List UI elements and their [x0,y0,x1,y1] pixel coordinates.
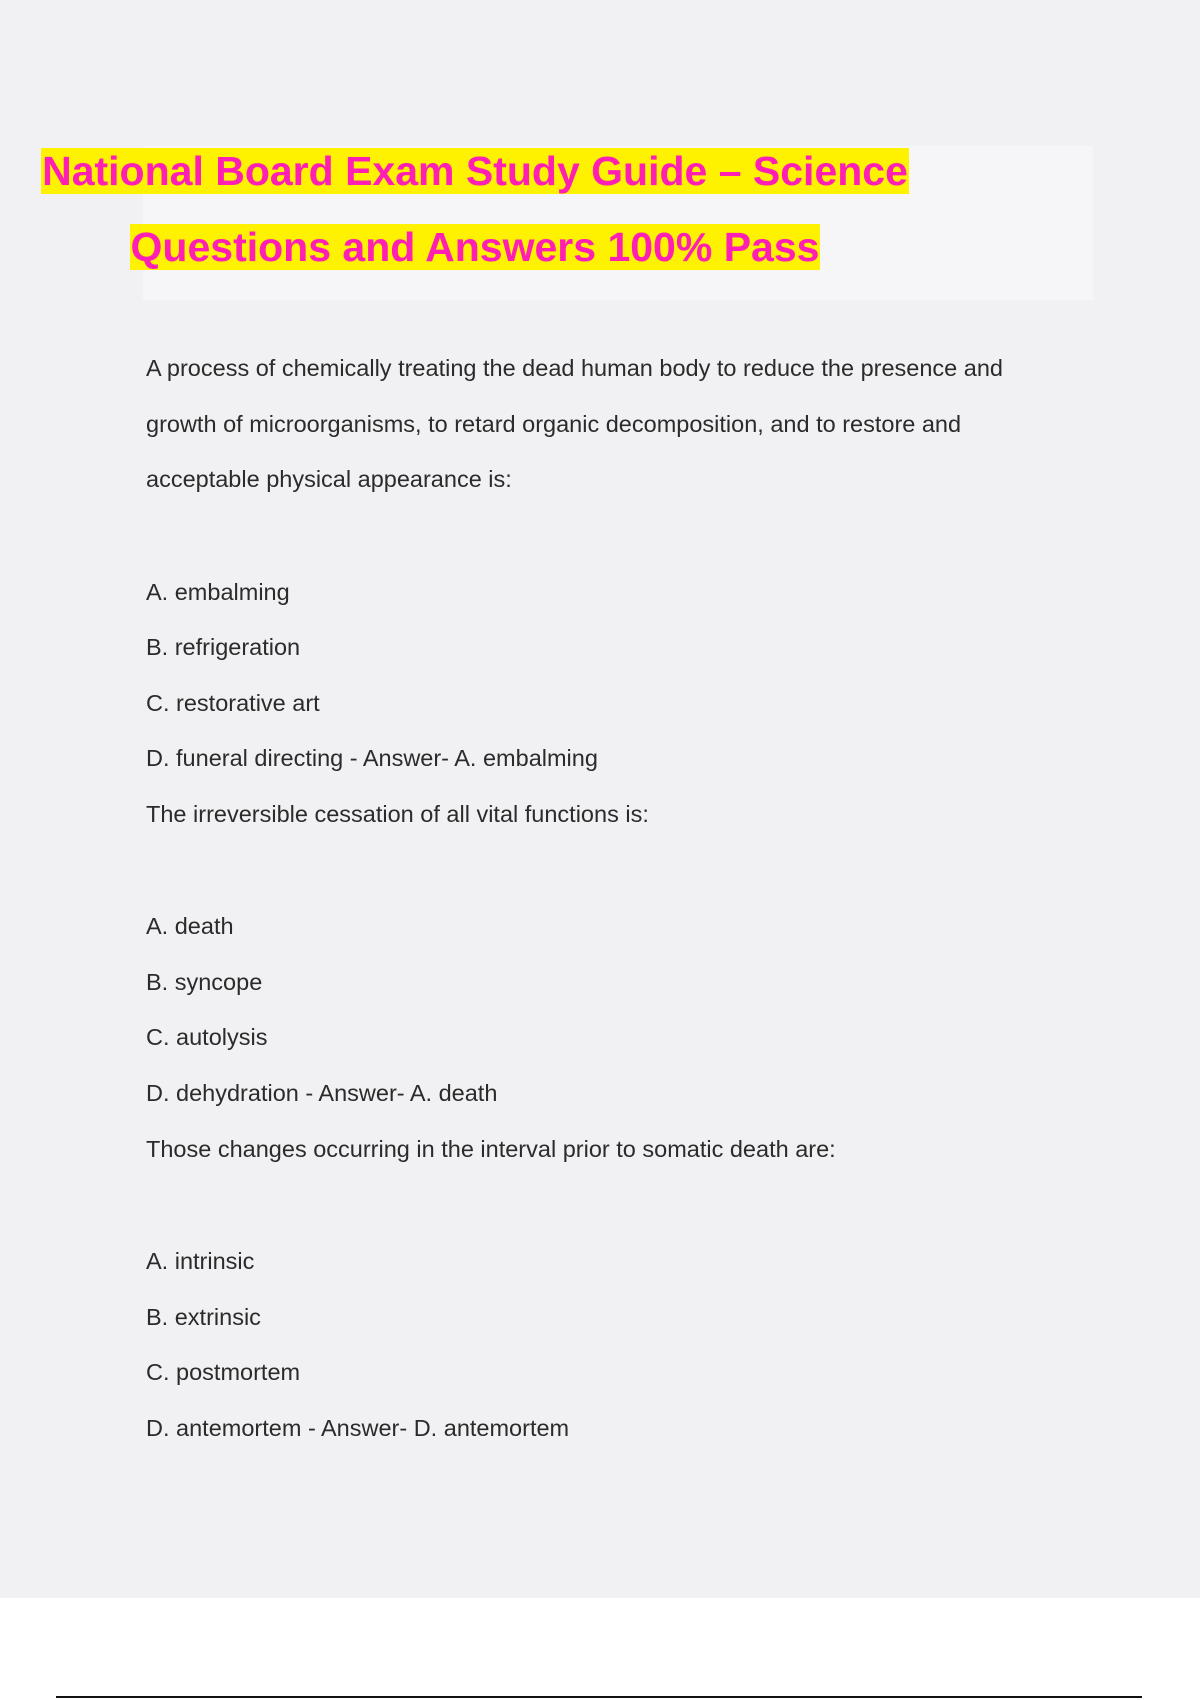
document-title-line-2 [0,222,950,272]
question-1-stem-line-3: acceptable physical appearance is: [146,466,512,492]
question-1-option-b: B. refrigeration [146,634,301,660]
footer-divider [56,1696,1142,1698]
question-1-stem-line-2: growth of microorganisms, to retard organic decomposition, and to restore and [146,411,962,437]
question-2-stem: The irreversible cessation of all vital functions is: [146,801,649,827]
question-2-option-c: C. autolysis [146,1024,268,1050]
question-2-option-d-answer: D. dehydration - Answer- A. death [146,1080,498,1106]
question-1-option-d-answer: D. funeral directing - Answer- A. embalming [146,745,598,771]
question-1-stem-line-1: A process of chemically treating the dead human body to reduce the presence and [146,355,1003,381]
question-1-option-c: C. restorative art [146,690,320,716]
question-3-option-b: B. extrinsic [146,1304,261,1330]
title-highlight-2: Questions and Answers 100% Pass [130,224,820,270]
question-3-stem: Those changes occurring in the interval prior to somatic death are: [146,1136,836,1162]
question-3-option-a: A. intrinsic [146,1248,255,1274]
question-2-option-b: B. syncope [146,969,263,995]
document-title-line-1 [0,146,950,196]
question-2-option-a: A. death [146,913,234,939]
question-1-option-a: A. embalming [146,579,290,605]
question-3-option-d-answer: D. antemortem - Answer- D. antemortem [146,1415,570,1441]
title-highlight-1: National Board Exam Study Guide – Science [42,148,908,194]
question-3-option-c: C. postmortem [146,1359,301,1385]
